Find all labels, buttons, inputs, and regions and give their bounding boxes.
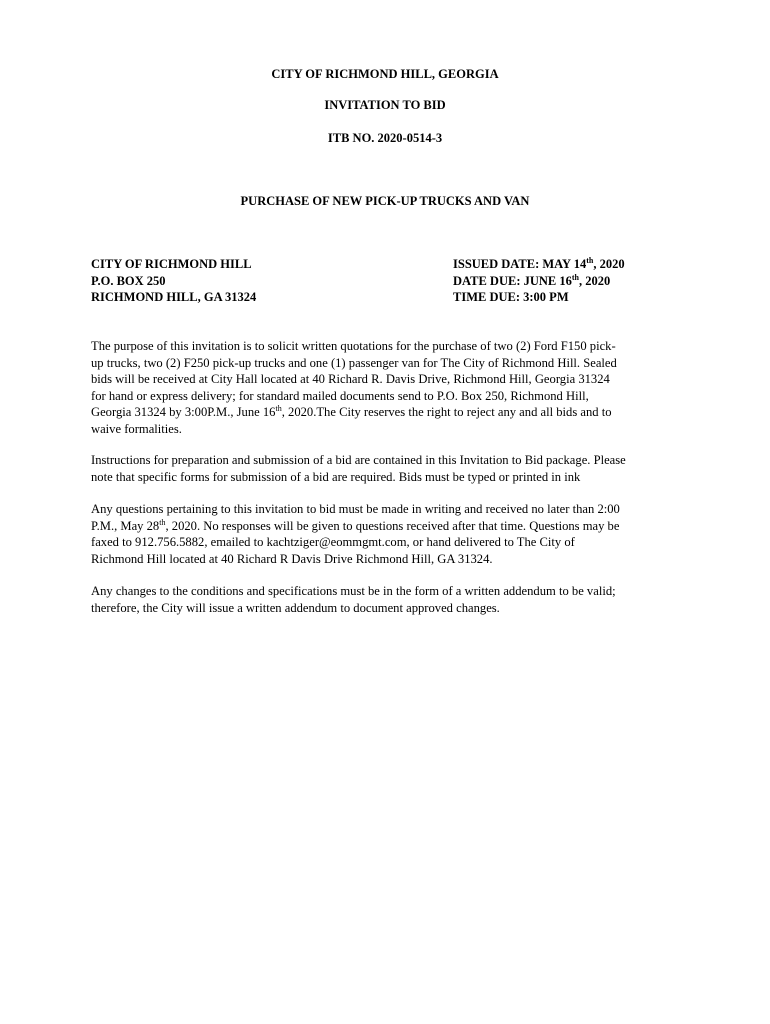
questions-paragraph bbox=[91, 501, 691, 567]
issued-date-sup: th bbox=[586, 256, 594, 265]
address-block bbox=[91, 256, 256, 306]
paragraph-line bbox=[91, 518, 691, 535]
paragraph-line: up trucks, two (2) F250 pick-up trucks and one (1) passenger van for The City of Richmond Hill. Sealed bbox=[91, 355, 617, 370]
paragraph-line: faxed to 912.756.5882, emailed to kachtziger@eommgmt.com, or hand delivered to The City of bbox=[91, 535, 575, 549]
address-line-2: P.O. BOX 250 bbox=[91, 273, 166, 288]
paragraph-text: , 2020.The City reserves the right to reject any and all bids and to bbox=[281, 405, 612, 419]
dates-block bbox=[453, 256, 625, 306]
due-date bbox=[453, 273, 625, 290]
ordinal-sup: th bbox=[275, 404, 282, 413]
subject-heading: PURCHASE OF NEW PICK-UP TRUCKS AND VAN bbox=[240, 194, 530, 208]
ordinal-sup: th bbox=[159, 517, 166, 527]
instructions-paragraph bbox=[91, 452, 691, 485]
due-date-text: DATE DUE: JUNE 16 bbox=[453, 273, 572, 288]
city-heading: CITY OF RICHMOND HILL, GEORGIA bbox=[271, 67, 499, 81]
due-date-sup: th bbox=[571, 272, 579, 282]
paragraph-line: The purpose of this invitation is to solicit written quotations for the purchase of two (2) Ford F150 pick- bbox=[91, 339, 616, 353]
issued-date bbox=[453, 256, 625, 273]
paragraph-line bbox=[91, 404, 691, 421]
paragraph-line: Instructions for preparation and submission of a bid are contained in this Invitation to Bid package. Please bbox=[91, 453, 626, 467]
paragraph-line: waive formalities. bbox=[91, 421, 182, 436]
paragraph-line: Any changes to the conditions and specifications must be in the form of a written addendum to be valid; bbox=[91, 584, 616, 598]
issued-date-year: , 2020 bbox=[593, 257, 625, 271]
itb-number: ITB NO. 2020-0514-3 bbox=[327, 131, 443, 145]
due-date-year: , 2020 bbox=[579, 273, 611, 288]
paragraph-text: P.M., May 28 bbox=[91, 518, 160, 533]
paragraph-line: note that specific forms for submission of a bid are required. Bids must be typed or printed in ink bbox=[91, 469, 581, 484]
paragraph-line: Richmond Hill located at 40 Richard R Davis Drive Richmond Hill, GA 31324. bbox=[91, 551, 493, 566]
address-line-1: CITY OF RICHMOND HILL bbox=[91, 257, 252, 271]
addendum-paragraph bbox=[91, 583, 691, 616]
paragraph-text: Georgia 31324 by 3:00P.M., June 16 bbox=[91, 405, 276, 419]
paragraph-line: therefore, the City will issue a written addendum to document approved changes. bbox=[91, 600, 500, 615]
doc-type-heading: INVITATION TO BID bbox=[324, 98, 446, 112]
time-due: TIME DUE: 3:00 PM bbox=[453, 290, 569, 304]
paragraph-line: Any questions pertaining to this invitation to bid must be made in writing and received no later than 2:00 bbox=[91, 502, 620, 516]
purpose-paragraph bbox=[91, 338, 691, 437]
paragraph-line: for hand or express delivery; for standard mailed documents send to P.O. Box 250, Richmond Hill, bbox=[91, 388, 589, 403]
address-line-3: RICHMOND HILL, GA 31324 bbox=[91, 290, 257, 304]
paragraph-text: , 2020. No responses will be given to questions received after that time. Questions may be bbox=[165, 518, 620, 533]
issued-date-text: ISSUED DATE: MAY 14 bbox=[453, 257, 587, 271]
paragraph-line: bids will be received at City Hall located at 40 Richard R. Davis Drive, Richmond Hill, Georgia 31324 bbox=[91, 372, 610, 386]
